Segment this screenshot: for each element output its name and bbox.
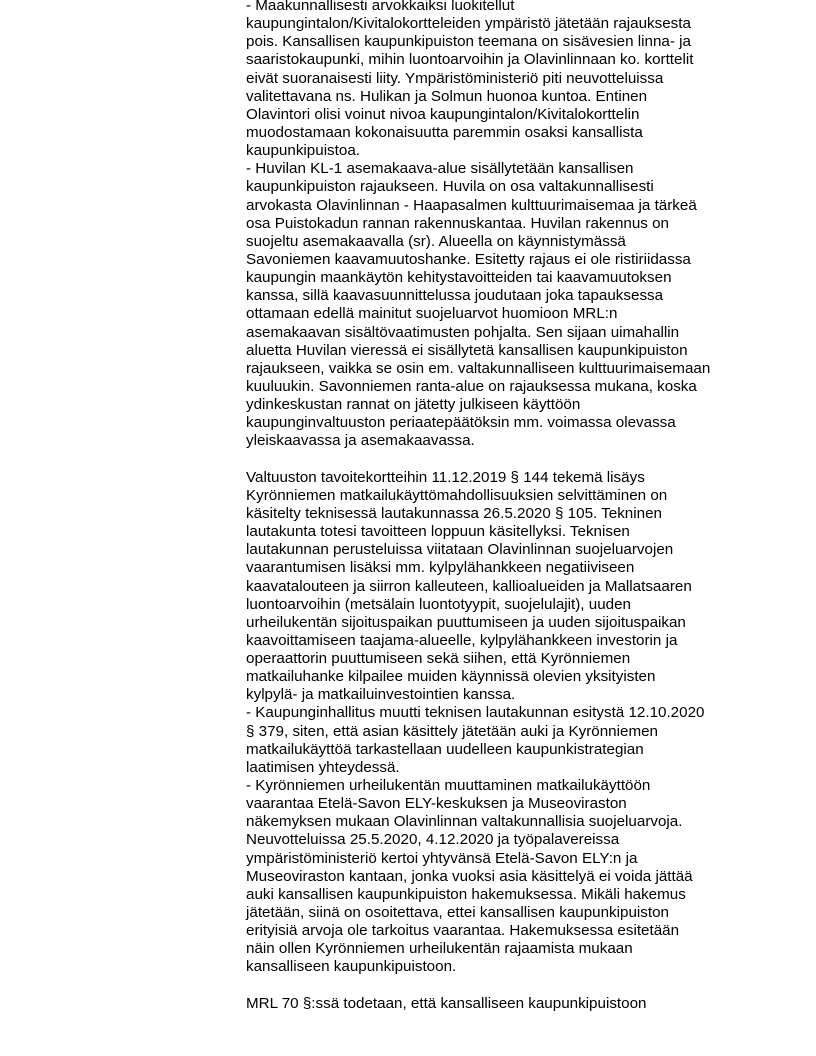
text-line: ottamaan edellä mainitut suojeluarvot huomioon MRL:n xyxy=(246,305,618,323)
text-line: kaavatalouteen ja siirron kalleuteen, kallioalueiden ja Mallatsaaren xyxy=(246,577,692,595)
text-line: kaupunginvaltuuston periaatepäätöksin mm. voimassa olevassa xyxy=(246,414,676,432)
text-line: erityisiä arvoja ole tarkoitus vaarantaa. Hakemuksessa esitetään xyxy=(246,922,680,940)
text-line: muodostamaan kokonaisuutta paremmin osaksi kansallista xyxy=(246,123,643,141)
text-line: Neuvotteluissa 25.5.2020, 4.12.2020 ja työpalavereissa xyxy=(246,831,620,849)
text-line: aluetta Huvilan vieressä ei sisällytetä kansallisen kaupunkipuiston xyxy=(246,341,688,359)
text-line: kaavoittamiseen taajama-alueelle, kylpylähankkeen investorin ja xyxy=(246,631,678,649)
text-line: - Huvilan KL-1 asemakaava-alue sisällytetään kansallisen xyxy=(246,160,634,178)
text-line: yleiskaavassa ja asemakaavassa. xyxy=(246,432,475,450)
text-line: arvokasta Olavinlinnan - Haapasalmen kulttuurimaisemaa ja tärkeä xyxy=(246,196,697,214)
text-line: kansalliseen kaupunkipuistoon. xyxy=(246,958,457,976)
document-body xyxy=(246,0,746,1013)
text-line: matkailuhanke kilpailee muiden käynnissä olevien yksityisten xyxy=(246,668,656,686)
text-line: ympäristöministeriö kertoi yhtyvänsä Etelä-Savon ELY:n ja xyxy=(246,849,638,867)
text-line: ydinkeskustan rannat on jätetty julkiseen käyttöön xyxy=(246,396,581,414)
text-line: saaristokaupunki, mihin luontoarvoihin ja Olavinlinnaan ko. korttelit xyxy=(246,51,694,69)
text-line: Valtuuston tavoitekortteihin 11.12.2019 § 144 tekemä lisäys xyxy=(246,468,645,486)
text-line: osa Puistokadun rannan rakennuskantaa. Huvilan rakennus on xyxy=(246,214,670,232)
text-line: kaupunkipuiston rajaukseen. Huvila on osa valtakunnallisesti xyxy=(246,178,654,196)
text-line: pois. Kansallisen kaupunkipuiston teemana on sisävesien linna- ja xyxy=(246,33,691,51)
text-line: matkailukäyttöä tarkastellaan uudelleen kaupunkistrategian xyxy=(246,740,644,758)
text-line: eivät suoranaisesti liity. Ympäristöministeriö piti neuvotteluissa xyxy=(246,69,664,87)
text-line: kanssa, sillä kaavasuunnittelussa joudutaan joka tapauksessa xyxy=(246,287,664,305)
text-line: lautakunnan perusteluissa viitataan Olavinlinnan suojeluarvojen xyxy=(246,541,674,559)
text-line: kylpylä- ja matkailuinvestointien kanssa. xyxy=(246,686,516,704)
text-line: lautakunta totesi tavoitteen loppuun käsitellyksi. Teknisen xyxy=(246,523,630,541)
text-line: kaupungintalon/Kivitalokortteleiden ympäristö jätetään rajauksesta xyxy=(246,15,691,33)
text-line: urheilukentän sijoituspaikan puuttumiseen ja uuden sijoituspaikan xyxy=(246,613,686,631)
paragraph-spacer xyxy=(246,451,746,469)
text-line: rajaukseen, vaikka se osin em. valtakunnalliseen kulttuurimaisemaan xyxy=(246,359,711,377)
text-line: auki kansallisen kaupunkipuiston hakemuksessa. Mikäli hakemus xyxy=(246,885,686,903)
text-line: laatimisen yhteydessä. xyxy=(246,758,400,776)
paragraph-spacer xyxy=(246,977,746,995)
text-line: asemakaavan sisältövaatimusten pohjalta. Sen sijaan uimahallin xyxy=(246,323,680,341)
text-line: - Kyrönniemen urheilukentän muuttaminen matkailukäyttöön xyxy=(246,777,651,795)
text-line: luontoarvoihin (metsälain luontotyypit, suojelulajit), uuden xyxy=(246,595,631,613)
text-line: Kyrönniemen matkailukäyttömahdollisuuksien selvittäminen on xyxy=(246,486,668,504)
text-line: - Maakunnallisesti arvokkaiksi luokitellut xyxy=(246,0,515,14)
text-line: käsitelty teknisessä lautakunnassa 26.5.2020 § 105. Tekninen xyxy=(246,504,662,522)
text-line: vaarantaa Etelä-Savon ELY-keskuksen ja Museoviraston xyxy=(246,795,627,813)
text-line: Olavintori olisi voinut nivoa kaupungintalon/Kivitalokorttelin xyxy=(246,105,640,123)
text-line: valitettavana ns. Hulikan ja Solmun huonoa kuntoa. Entinen xyxy=(246,87,648,105)
text-line: jätetään, siinä on osoitettava, ettei kansallisen kaupunkipuiston xyxy=(246,904,669,922)
text-line: näkemyksen mukaan Olavinlinnan valtakunnallisia suojeluarvoja. xyxy=(246,813,683,831)
text-line: § 379, siten, että asian käsittely jätetään auki ja Kyrönniemen xyxy=(246,722,658,740)
text-line: operaattorin puuttumiseen sekä siihen, että Kyrönniemen xyxy=(246,650,631,668)
text-line: kuuluukin. Savonniemen ranta-alue on rajauksessa mukana, koska xyxy=(246,377,697,395)
text-line: suojeltu asemakaavalla (sr). Alueella on käynnistymässä xyxy=(246,232,626,250)
text-line: kaupungin maankäytön kehitystavoitteiden tai kaavamuutoksen xyxy=(246,269,672,287)
text-line: näin ollen Kyrönniemen urheilukentän rajaamista mukaan xyxy=(246,940,633,958)
text-line: vaarantumisen lisäksi mm. kylpylähankkeen negatiiviseen xyxy=(246,559,635,577)
text-line: Museoviraston kantaan, jonka vuoksi asia käsittelyä ei voida jättää xyxy=(246,867,693,885)
text-line: Savoniemen kaavamuutoshanke. Esitetty rajaus ei ole ristiriidassa xyxy=(246,250,691,268)
text-line: kaupunkipuistoa. xyxy=(246,142,360,160)
text-line: - Kaupunginhallitus muutti teknisen lautakunnan esitystä 12.10.2020 xyxy=(246,704,705,722)
text-line: MRL 70 §:ssä todetaan, että kansalliseen kaupunkipuistoon xyxy=(246,994,647,1012)
